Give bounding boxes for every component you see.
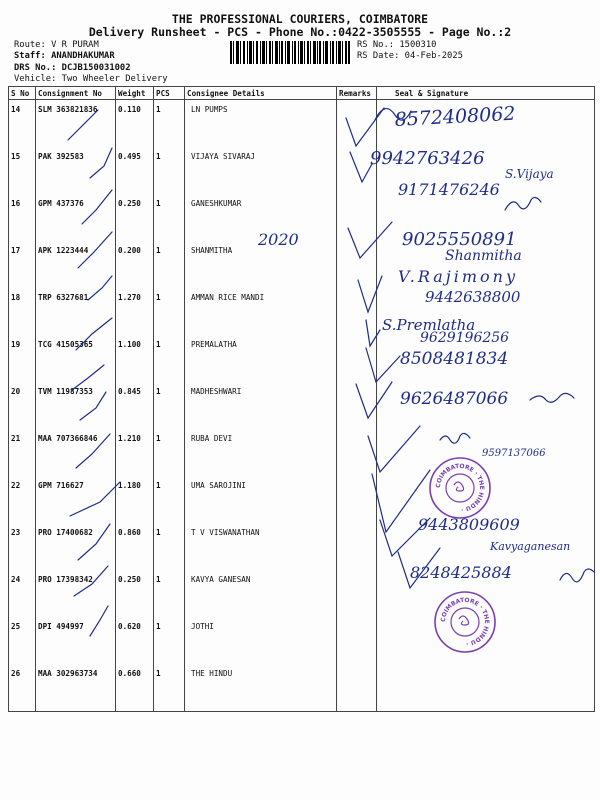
cell-pcs: 1 <box>154 476 185 523</box>
cell-consignment: MAA 707366846 <box>36 429 116 476</box>
col-consignee: Consignee Details <box>185 87 337 100</box>
cell-pcs: 1 <box>154 617 185 664</box>
vehicle-label: Vehicle: Two Wheeler Delivery <box>14 74 168 84</box>
table-row <box>9 429 595 476</box>
cell-sno: 25 <box>9 617 36 664</box>
cell-pcs: 1 <box>154 523 185 570</box>
col-remarks: Remarks <box>337 87 377 100</box>
cell-sno: 22 <box>9 476 36 523</box>
route-label: Route: V R PURAM <box>14 40 99 50</box>
cell-pcs: 1 <box>154 335 185 382</box>
cell-signature <box>377 100 595 148</box>
cell-signature <box>377 147 595 194</box>
cell-sno: 24 <box>9 570 36 617</box>
cell-remarks <box>337 617 377 664</box>
cell-consignee: SHANMITHA <box>185 241 337 288</box>
cell-weight: 0.250 <box>116 570 154 617</box>
cell-consignee: RUBA DEVI <box>185 429 337 476</box>
table-row <box>9 335 595 382</box>
staff-value: ANANDHAKUMAR <box>51 51 115 61</box>
handwritten-phone: 9597137066 <box>482 448 546 459</box>
cell-pcs: 1 <box>154 288 185 335</box>
col-sno: S No <box>9 87 36 100</box>
cell-remarks <box>337 335 377 382</box>
cell-consignee: MADHESHWARI <box>185 382 337 429</box>
cell-consignee: PREMALATHA <box>185 335 337 382</box>
cell-signature <box>377 664 595 712</box>
cell-consignment: TRP 6327681 <box>36 288 116 335</box>
staff-line <box>14 51 115 62</box>
cell-signature <box>377 335 595 382</box>
col-consignment: Consignment No <box>36 87 116 100</box>
cell-signature <box>377 523 595 570</box>
cell-pcs: 1 <box>154 147 185 194</box>
table-row <box>9 288 595 335</box>
col-weight: Weight <box>116 87 154 100</box>
cell-consignment: PAK 392583 <box>36 147 116 194</box>
cell-remarks <box>337 382 377 429</box>
handwritten-phone: 9942763426 <box>370 148 485 169</box>
cell-signature <box>377 382 595 429</box>
cell-consignee: LN PUMPS <box>185 100 337 148</box>
cell-pcs: 1 <box>154 664 185 712</box>
cell-signature <box>377 429 595 476</box>
cell-sno: 18 <box>9 288 36 335</box>
col-signature: Seal & Signature <box>377 87 595 100</box>
barcode <box>230 41 350 64</box>
table-row <box>9 147 595 194</box>
table-row <box>9 570 595 617</box>
cell-signature <box>377 241 595 288</box>
cell-sno: 26 <box>9 664 36 712</box>
cell-consignment: MAA 302963734 <box>36 664 116 712</box>
cell-remarks <box>337 570 377 617</box>
cell-weight: 0.620 <box>116 617 154 664</box>
table-row <box>9 617 595 664</box>
table-row <box>9 382 595 429</box>
cell-weight: 0.660 <box>116 664 154 712</box>
cell-consignee: AMMAN RICE MANDI <box>185 288 337 335</box>
cell-weight: 0.110 <box>116 100 154 148</box>
cell-consignment: DPI 494997 <box>36 617 116 664</box>
cell-consignee: JOTHI <box>185 617 337 664</box>
cell-sno: 15 <box>9 147 36 194</box>
cell-remarks <box>337 147 377 194</box>
cell-consignment: PRO 17400682 <box>36 523 116 570</box>
cell-sno: 21 <box>9 429 36 476</box>
cell-consignee: T V VISWANATHAN <box>185 523 337 570</box>
handwritten-note: 2020 <box>258 230 299 249</box>
cell-weight: 0.860 <box>116 523 154 570</box>
rs-number: RS No.: 1500310 <box>357 40 437 50</box>
cell-signature <box>377 617 595 664</box>
cell-signature <box>377 194 595 241</box>
drs-label: DRS No.: <box>14 63 57 73</box>
cell-consignment: PRO 17398342 <box>36 570 116 617</box>
cell-pcs: 1 <box>154 100 185 148</box>
rs-date: RS Date: 04-Feb-2025 <box>357 51 463 61</box>
handwritten-phone: 8508481834 <box>400 349 509 369</box>
handwritten-phone: 9626487066 <box>400 389 509 409</box>
cell-consignee: THE HINDU <box>185 664 337 712</box>
cell-signature <box>377 288 595 335</box>
cell-consignment: GPM 437376 <box>36 194 116 241</box>
table-row <box>9 476 595 523</box>
cell-consignee: VIJAYA SIVARAJ <box>185 147 337 194</box>
table-header-row <box>9 87 595 100</box>
stamp-text: COIMBATORE · THE HINDU · <box>439 596 491 647</box>
cell-consignment: SLM 363821836 <box>36 100 116 148</box>
staff-label: Staff: <box>14 51 46 61</box>
cell-consignment: APK 1223444 <box>36 241 116 288</box>
cell-sno: 19 <box>9 335 36 382</box>
handwritten-name: S.Premlatha <box>382 316 476 334</box>
handwritten-name: S.Vijaya <box>505 167 554 181</box>
cell-remarks <box>337 288 377 335</box>
cell-sno: 16 <box>9 194 36 241</box>
handwritten-phone: 9629196256 <box>420 330 510 346</box>
drs-value: DCJB150031002 <box>61 63 131 73</box>
table-row <box>9 241 595 288</box>
handwritten-phone: 8572408062 <box>394 102 516 131</box>
col-pcs: PCS <box>154 87 185 100</box>
runsheet-subtitle: Delivery Runsheet - PCS - Phone No.:0422-3505555 - Page No.:2 <box>88 25 512 39</box>
cell-consignee: KAVYA GANESAN <box>185 570 337 617</box>
cell-sno: 17 <box>9 241 36 288</box>
cell-consignment: TCG 41505365 <box>36 335 116 382</box>
cell-sno: 20 <box>9 382 36 429</box>
cell-remarks <box>337 241 377 288</box>
cell-remarks <box>337 664 377 712</box>
cell-weight: 0.250 <box>116 194 154 241</box>
cell-pcs: 1 <box>154 429 185 476</box>
cell-consignee: UMA SAROJINI <box>185 476 337 523</box>
handwritten-phone: 9025550891 <box>402 229 517 250</box>
table-row <box>9 664 595 712</box>
cell-consignment: GPM 716627 <box>36 476 116 523</box>
stamp-text: COIMBATORE · THE HINDU · <box>434 462 486 513</box>
runsheet-table <box>8 86 595 712</box>
cell-sno: 14 <box>9 100 36 148</box>
cell-weight: 1.100 <box>116 335 154 382</box>
cell-sno: 23 <box>9 523 36 570</box>
cell-weight: 1.180 <box>116 476 154 523</box>
cell-remarks <box>337 100 377 148</box>
cell-pcs: 1 <box>154 382 185 429</box>
cell-remarks <box>337 429 377 476</box>
handwritten-phone: 8248425884 <box>410 563 512 582</box>
handwritten-name: Kavyaganesan <box>490 540 571 553</box>
handwritten-phone: 9171476246 <box>398 180 500 199</box>
cell-weight: 1.210 <box>116 429 154 476</box>
table-row <box>9 194 595 241</box>
handwritten-name: V.Rajimony <box>398 267 519 286</box>
cell-weight: 0.200 <box>116 241 154 288</box>
cell-pcs: 1 <box>154 241 185 288</box>
cell-weight: 0.845 <box>116 382 154 429</box>
handwritten-phone: 9442638800 <box>425 288 521 306</box>
cell-signature <box>377 476 595 523</box>
cell-pcs: 1 <box>154 194 185 241</box>
cell-consignee: GANESHKUMAR <box>185 194 337 241</box>
handwritten-phone: 9443809609 <box>418 515 520 534</box>
cell-weight: 0.495 <box>116 147 154 194</box>
handwritten-name: Shanmitha <box>445 248 522 264</box>
drs-line <box>14 63 131 74</box>
cell-pcs: 1 <box>154 570 185 617</box>
cell-remarks <box>337 523 377 570</box>
cell-signature <box>377 570 595 617</box>
cell-remarks <box>337 194 377 241</box>
company-title: THE PROFESSIONAL COURIERS, COIMBATORE <box>171 12 429 26</box>
table-row <box>9 523 595 570</box>
cell-remarks <box>337 476 377 523</box>
table-row <box>9 100 595 148</box>
cell-weight: 1.270 <box>116 288 154 335</box>
cell-consignment: TVM 11987353 <box>36 382 116 429</box>
